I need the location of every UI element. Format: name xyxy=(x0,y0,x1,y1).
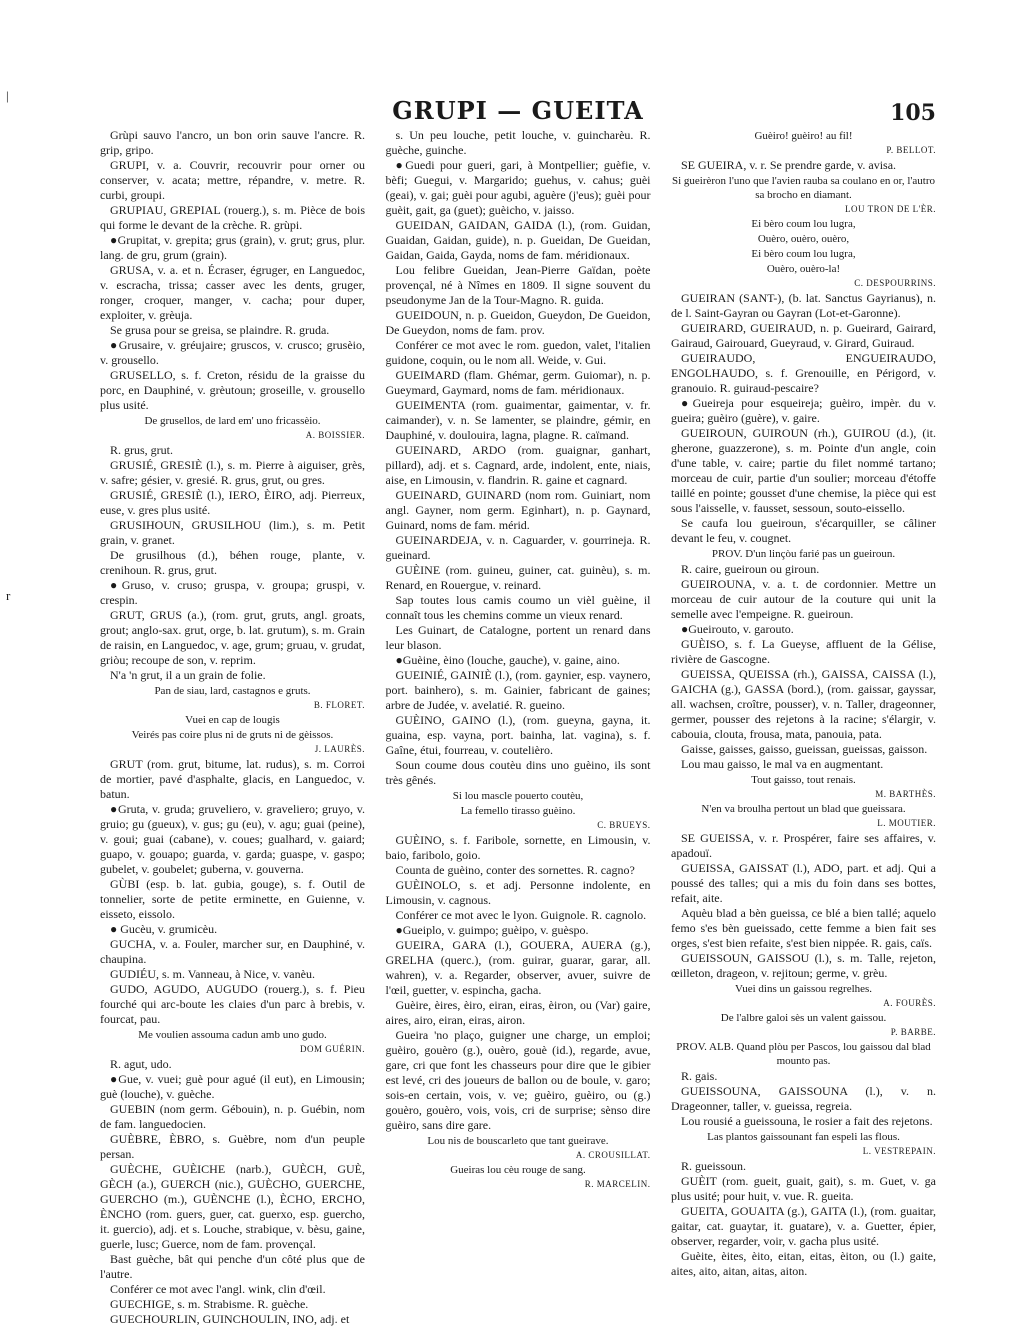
quotation-author: DOM GUÉRIN. xyxy=(300,1044,365,1054)
dictionary-entry: ●Gruta, v. gruda; gruveliero, v. graveliero; gruyo, v. gruio; gu (gueux), v. gus; gu (eu), v. agu; guai (peine), v. goui; guai (cabane), v. coues; gualhard, v. gaiard; guapo, v. gouapo; guarda, v. garda; guaspe, v. gaspo; gubelet, v. goubelet; guberna, v. gouverna. xyxy=(100,802,365,876)
dictionary-entry: R. gueissoun. xyxy=(681,1159,747,1173)
dictionary-entry: GUEIMARD (flam. Ghémar, germ. Guiomar), n. p. Gueymard, Gaymard, noms de fam. méridionaux. xyxy=(385,368,651,397)
dictionary-entry: GUEIRARD, GUEIRAUD, n. p. Gueirard, Gairard, Gairaud, Gairouard, Gueyraud, v. Girard, Guiraud. xyxy=(671,321,936,350)
quotation-line: Gueiras lou cèu rouge de sang. xyxy=(450,1164,586,1176)
dictionary-entry: GUEINARD, GUINARD (nom rom. Guiniart, nom angl. Gayner, nom germ. Eginhart), n. p. Gaynard, Guinard, noms de fam. mérid. xyxy=(385,488,651,532)
dictionary-entry: SE GUEISSA, v. r. Prospérer, faire ses affaires, v. apadouï. xyxy=(671,831,936,860)
dictionary-entry: Guèite, èites, èito, eitan, eitas, èiton, ou (l.) gaite, aites, aito, aitan, aitas, aiton. xyxy=(671,1249,936,1278)
quotation-line: Las plantos gaissounant fan espeli las flous. xyxy=(707,1131,900,1143)
dictionary-entry: GRUT, GRUS (a.), (rom. grut, gruts, angl. groats, grout; anglo-sax. grut, orge, b. lat. grutum), s. m. Grain de raisin, en Languedoc, v. age, grum; gruau, v. grudat, griòu; recoupe de son, v. reprim. xyxy=(100,608,365,667)
page-number: 105 xyxy=(890,100,936,126)
dictionary-entry: Lou mau gaisso, le mal va en augmentant. xyxy=(681,757,884,771)
quotation-line: Pan de siau, lard, castagnos e gruts. xyxy=(154,685,311,697)
margin-mark-top: | xyxy=(6,88,9,103)
dictionary-entry: GUEIMENTA (rom. guaimentar, gaimentar, v. fr. caimander), v. n. Se lamenter, se plaindre, gémir, en Dauphiné, v. doulouira, lagna, plagne. R. caïmand. xyxy=(385,398,651,442)
dictionary-entry: Counta de guèino, conter des sornettes. R. cagno? xyxy=(395,863,635,877)
quotation-author: J. LAURÈS. xyxy=(314,744,365,754)
dictionary-entry: GUEIDAN, GAIDAN, GAIDA (l.), (rom. Guidan, Guaidan, Gaidan, guide), n. p. Gueidan, De Gueidan, Gaidan, Gaida, Gayda, noms de fam. méridionaux. xyxy=(385,218,651,262)
dictionary-entry: Lou felibre Gueidan, Jean-Pierre Gaïdan, poète provençal, né à Nîmes en 1809. Il signe souvent du pseudonyme Jan de la Tour-Magno. R. guida. xyxy=(385,263,651,307)
dictionary-entry: Lou rousié a gueissouna, le rosier a fait des rejetons. xyxy=(681,1114,933,1128)
dictionary-entry: GUÈCHE, GUÈICHE (narb.), GUÈCH, GUÈ, GÈCH (a.), GUERCH (nic.), GUÈCHO, GUERCHE, GUERCHO (m.), GUÈNCHE (l.), ÈCHO, ERCHO, ÈNCHO (rom. guers, guer, cat. guerxo, esp. guercho, it. guercio), adj. et s. Louche, strabique, v. bèsu, gaine, guerle, lusc; Guerce, nom de fam. provençal. xyxy=(100,1162,365,1251)
dictionary-entry: Bast guèche, bât qui penche d'un côté plus que de l'autre. xyxy=(100,1252,365,1281)
dictionary-entry: ●Gueirouto, v. garouto. xyxy=(681,622,794,636)
quotation-line: PROV. D'un linçòu farié pas un gueiroun. xyxy=(711,548,896,560)
dictionary-entry: R. caire, gueiroun ou giroun. xyxy=(681,562,820,576)
dictionary-entry: GUÈINO, s. f. Faribole, sornette, en Limousin, v. baio, faribolo, goio. xyxy=(385,833,651,862)
quotation-author: M. BARTHÈS. xyxy=(875,789,936,799)
dictionary-entry: GUECHOURLIN, GUINCHOULIN, INO, adj. et xyxy=(110,1312,350,1326)
dictionary-entry: Conférer ce mot avec le rom. guedon, valet, l'italien guidone, coquin, ou le nom all. Weide, v. Gui. xyxy=(385,338,651,367)
dictionary-entry: ●Gueiplo, v. guimpo; guèipo, v. guèspo. xyxy=(395,923,589,937)
quotation-line: Veirés pas coire plus ni de gruts ni de gèissos. xyxy=(131,729,334,741)
dictionary-entry: GUEIRA, GARA (l.), GOUERA, AUERA (g.), GRELHA (querc.), (rom. guirar, guarar, garar, all. wahren), v. a. Regarder, observer, avuer, suivre de l'œil, guetter, v. espincha, gacha. xyxy=(385,938,651,997)
quotation-author: L. MOUTIER. xyxy=(877,818,936,828)
page-header xyxy=(100,96,936,126)
dictionary-entry: GUEIRAUDO, ENGUEIRAUDO, ENGOLHAUDO, s. f. Grenouille, en Périgord, v. granouio. R. guiraud-pescaire? xyxy=(671,351,936,395)
dictionary-entry: Gaisse, gaisses, gaisso, gueissan, gueissas, gaisson. xyxy=(681,742,928,756)
dictionary-entry: De grusilhous (d.), béhen rouge, plante, v. crenihoun. R. grus, grut. xyxy=(100,548,365,577)
dictionary-entry: GUÈINE (rom. guineu, guiner, cat. guinèu), s. m. Renard, en Rouergue, v. reinard. xyxy=(385,563,651,592)
dictionary-entry: Aquèu blad a bèn gueissa, ce blé a bien tallé; aquelo femo s'es bèn gueissado, cette femme a bien fait ses orges, s'est bien refaite, s'est bien nippée. R. gais, caïs. xyxy=(671,906,936,950)
quotation-line: La femello tirasso guèino. xyxy=(460,805,576,817)
dictionary-entry: R. gais. xyxy=(681,1069,718,1083)
column-left xyxy=(100,128,365,1326)
dictionary-entry: ●Guèine, èino (louche, gauche), v. gaine, aino. xyxy=(395,653,620,667)
dictionary-entry: ●Gruso, v. cruso; gruspa, v. groupa; gruspi, v. crespin. xyxy=(100,578,365,607)
dictionary-entry: GUEBIN (nom germ. Gébouin), n. p. Guébin, nom de fam. languedocien. xyxy=(100,1102,365,1131)
dictionary-entry: GRUSELLO, s. f. Creton, résidu de la graisse du porc, en Dauphiné, v. grèutoun; groseille, v. grousello plus usité. xyxy=(100,368,365,412)
quotation-line: De grusellos, de lard em' uno fricassèio. xyxy=(144,415,321,427)
quotation-author: LOU TRON DE L'ÈR. xyxy=(845,204,936,214)
dictionary-entry: GUÈISO, s. f. La Gueyse, affluent de la Gélise, rivière de Gascogne. xyxy=(671,637,936,666)
dictionary-entry: ●Gue, v. vuei; guè pour agué (il eut), en Limousin; guè (louche), v. guèche. xyxy=(100,1072,365,1101)
quotation-line: Vuei en cap de lougis xyxy=(185,714,280,726)
dictionary-entry: Soun coume dous coutèu dins uno guèino, ils sont très gênés. xyxy=(385,758,651,787)
dictionary-entry: R. grus, grut. xyxy=(110,443,173,457)
column-right xyxy=(671,128,936,1278)
dictionary-entry: R. agut, udo. xyxy=(110,1057,172,1071)
dictionary-entry: ●Guedi pour gueri, gari, à Montpellier; guèfie, v. bèfi; Guegui, v. Margarido; guehus, v. cahus; guèi (geai), v. gai; guèi pour agubi, aguère (j'eus); guèi pour guèit, gait, ga (guet); guèicho, v. jaisso. xyxy=(385,158,651,217)
dictionary-entry: Gueira 'no plaço, guigner une charge, un emploi; guèiro, gouèro (g.), ouèro, gouè (id.), regarde, avue, gare, cri que font les chasseurs pour dire que le gibier est levé, cri des joueurs de ballon ou de boule, v. garo; sois-en certain, vois, v. ve; guèiro, guèiro, ou (g.) gouèro, gouèro, vois, vois, cri de surprise; sènso dire guèiro, sans dire gare. xyxy=(385,1028,651,1132)
quotation-author: P. BELLOT. xyxy=(886,145,936,155)
dictionary-entry: GUEIROUNA, v. a. t. de cordonnier. Mettre un morceau de cuir autour de la couture qui unit la semelle avec l'empeigne. R. gueiroun. xyxy=(671,577,936,621)
quotation-author: C. BRUEYS. xyxy=(597,820,651,830)
dictionary-entry: GUCHA, v. a. Fouler, marcher sur, en Dauphiné, v. chaupina. xyxy=(100,937,365,966)
dictionary-entry: GUÈBRE, ÈBRO, s. Guèbre, nom d'un peuple persan. xyxy=(100,1132,365,1161)
dictionary-entry: ●Grupitat, v. grepita; grus (grain), v. grut; grus, plur. lang. de gru, grum (grain). xyxy=(100,233,365,262)
dictionary-entry: Se caufa lou gueiroun, s'écarquiller, se câliner devant le feu, v. cougnet. xyxy=(671,516,936,545)
dictionary-entry: GUEISSOUNA, GAISSOUNA (l.), v. n. Drageonner, taller, v. gueissa, regreia. xyxy=(671,1084,936,1113)
dictionary-entry: GUEISSA, QUEISSA (rh.), GAISSA, CAISSA (l.), GAICHA (g.), GASSA (bord.), (rom. gaissar, gayssar, all. wachsen, croître, pousser), v. n. Taller, drageonner, germer, pousser des rejetons à la racine; s'élargir, v. cabouia, clouta, frousa, mata, panouia, pata. xyxy=(671,667,936,741)
dictionary-entry: ●Grusaire, v. gréujaire; gruscos, v. crusco; grusèio, v. grousello. xyxy=(100,338,365,367)
dictionary-entry: N'a 'n grut, il a un grain de folie. xyxy=(110,668,266,682)
dictionary-entry: GUEIRAN (SANT-), (b. lat. Sanctus Gayrianus), n. de l. Saint-Gayran ou Gayran (Lot-et-Garonne). xyxy=(671,291,936,320)
quotation-line: N'en va broulha pertout un blad que gueissara. xyxy=(701,803,906,815)
quotation-line: Lou nis de bouscarleto que tant gueirave. xyxy=(427,1135,609,1147)
dictionary-entry: Grùpi sauvo l'ancro, un bon orin sauve l'ancre. R. grip, gripo. xyxy=(100,128,365,157)
dictionary-entry: GUEIDOUN, n. p. Gueidon, Gueydon, De Gueidon, De Gueydon, noms de fam. prov. xyxy=(385,308,651,337)
dictionary-entry: ●Gueireja pour esqueireja; guèiro, impèr. du v. gueira; guèiro (guère), v. gaire. xyxy=(671,396,936,425)
dictionary-entry: GRUSA, v. a. et n. Écraser, égruger, en Languedoc, v. escracha, trissa; casser avec les dents, gruger, ronger, croquer, manger, v. cacha; pour duper, exploiter, v. grèuja. xyxy=(100,263,365,322)
dictionary-columns xyxy=(100,128,936,1326)
dictionary-entry: GUEISSA, GAISSAT (l.), ADO, part. et adj. Qui a poussé des talles; qui a mis du foin dans ses bottes, refait, aite. xyxy=(671,861,936,905)
quotation-line: Ouèro, ouèro, ouèro, xyxy=(757,233,850,245)
quotation-line: Tout gaisso, tout renais. xyxy=(751,774,856,786)
quotation-line: Si gueirèron l'uno que l'avien rauba sa coulano en or, l'autro sa brocho en diamant. xyxy=(671,175,935,201)
dictionary-entry: GUEIROUN, GUIROUN (rh.), GUIROU (d.), (it. gherone, guazzerone), s. m. Pointe d'un angle, coin d'une table, v. caire; partie du filet nommé tartano; morceau de cuir, partie d'un soulier; morceau d'étoffe taillé en pointe; gousset d'une chemise, la pièce qui est sous l'aisselle, v. fausset, sessoun, souto-eissello. xyxy=(671,426,936,515)
quotation-line: Si lou mascle pouerto coutèu, xyxy=(452,790,584,802)
dictionary-entry: GRUSIHOUN, GRUSILHOU (lim.), s. m. Petit grain, v. granet. xyxy=(100,518,365,547)
dictionary-entry: GUEINARDEJA, v. n. Caguarder, v. gourrineja. R. gueinard. xyxy=(385,533,651,562)
quotation-author: A. CROUSILLAT. xyxy=(575,1150,651,1160)
dictionary-entry: GUEISSOUN, GAISSOU (l.), s. m. Talle, rejeton, œilleton, drageon, v. rejitoun; germe, v. grèu. xyxy=(671,951,936,980)
dictionary-entry: GRUSIÉ, GRESIÈ (l.), IERO, ÈIRO, adj. Pierreux, euse, v. gres plus usité. xyxy=(100,488,365,517)
dictionary-entry: GUÈIT (rom. gueit, guait, gait), s. m. Guet, v. ga plus usité; pour huit, v. vue. R. gueita. xyxy=(671,1174,936,1203)
dictionary-entry: GUECHIGE, s. m. Strabisme. R. guèche. xyxy=(110,1297,309,1311)
running-head: GRUPI — GUEITA xyxy=(392,96,644,125)
quotation-line: Me voulien assouma cadun amb uno gudo. xyxy=(138,1029,327,1041)
dictionary-entry: Conférer ce mot avec l'angl. wink, clin d'œil. xyxy=(110,1282,326,1296)
dictionary-entry: s. Un peu louche, petit louche, v. guincharèu. R. guèche, guinche. xyxy=(385,128,651,157)
quotation-author: P. BARBE. xyxy=(890,1027,936,1037)
dictionary-entry: Conférer ce mot avec le lyon. Guignole. R. cagnolo. xyxy=(395,908,647,922)
dictionary-entry: GUDO, AGUDO, AUGUDO (rouerg.), s. f. Pieu fourché qui arc-boute les claies d'un parc à brebis, v. fourcat, pau. xyxy=(100,982,365,1026)
quotation-line: Ouèro, ouèro-la! xyxy=(766,263,841,275)
quotation-author: A. FOURÈS. xyxy=(883,998,936,1008)
quotation-line: PROV. ALB. Quand plòu per Pascos, lou gaissou dal blad mounto pas. xyxy=(676,1041,931,1067)
quotation-line: Guèiro! guèiro! au fil! xyxy=(754,130,853,142)
dictionary-entry: Se grusa pour se greisa, se plaindre. R. gruda. xyxy=(110,323,330,337)
quotation-line: Vuei dins un gaissou regrelhes. xyxy=(734,983,873,995)
dictionary-entry: GÙBI (esp. b. lat. gubia, gouge), s. f. Outil de tonnelier, sorte de petite erminette, en Guienne, v. eisseto, eissolo. xyxy=(100,877,365,921)
quotation-author: B. FLORET. xyxy=(313,700,365,710)
quotation-author: L. VESTREPAIN. xyxy=(862,1146,936,1156)
quotation-line: Ei bèro coum lou lugra, xyxy=(751,218,856,230)
dictionary-entry: Guèire, èires, èiro, eiran, eiras, èiron, ou (Var) gaire, aires, airo, eiran, eiras, airon. xyxy=(385,998,651,1027)
dictionary-entry: Sap toutes lous camis coumo un vièl guèine, il connaît tous les chemins comme un vieux renard. xyxy=(385,593,651,622)
dictionary-entry: ● Gucèu, v. grumicèu. xyxy=(110,922,218,936)
dictionary-entry: GUÈINO, GAINO (l.), (rom. gueyna, gayna, it. guaina, esp. vayna, port. bainha, lat. vagina), s. f. Gaîne, étui, fourreau, v. coutelièro. xyxy=(385,713,651,757)
margin-mark-middle: r xyxy=(6,588,11,603)
dictionary-entry: GUÈINOLO, s. et adj. Personne indolente, en Limousin, v. cagnous. xyxy=(385,878,651,907)
dictionary-entry: GRUPIAU, GREPIAL (rouerg.), s. m. Pièce de bois qui forme le devant de la crèche. R. grùpi. xyxy=(100,203,365,232)
column-middle xyxy=(386,128,651,1238)
quotation-author: A. BOISSIER. xyxy=(305,430,365,440)
dictionary-entry: GUDIÉU, s. m. Vanneau, à Nice, v. vanèu. xyxy=(110,967,315,981)
dictionary-entry: GUEITA, GOUAITA (g.), GAITA (l.), (rom. guaitar, gaitar, cat. guaytar, it. guatare), v. a. Guetter, épier, observer, regarder, voir, v. gacha plus usité. xyxy=(671,1204,936,1248)
dictionary-entry: GRUT (rom. grut, bitume, lat. rudus), s. m. Corroi de mortier, pavé d'asphalte, glacis, en Languedoc, v. batun. xyxy=(100,757,365,801)
dictionary-entry: GUEINIÉ, GAINIÈ (l.), (rom. gaynier, esp. vaynero, port. bainhero), s. m. Gainier, fabricant de gaines; arbre de Judée, v. avelatié. R. gueino. xyxy=(385,668,651,712)
dictionary-entry: Les Guinart, de Catalogne, portent un renard dans leur blason. xyxy=(385,623,651,652)
dictionary-entry: GRUSIÉ, GRESIÈ (l.), s. m. Pierre à aiguiser, grès, v. safre; gésier, v. gresié. R. grus, grut, ou gres. xyxy=(100,458,365,487)
quotation-author: R. MARCELIN. xyxy=(584,1179,651,1189)
dictionary-entry: SE GUEIRA, v. r. Se prendre garde, v. avisa. xyxy=(681,158,897,172)
dictionary-entry: GRUPI, v. a. Couvrir, recouvrir pour orner ou conserver, v. acata; mettre, répandre, v. metre. R. curbi, groupi. xyxy=(100,158,365,202)
quotation-line: De l'albre galoi sès un valent gaissou. xyxy=(720,1012,887,1024)
quotation-author: C. DESPOURRINS. xyxy=(854,278,936,288)
quotation-line: Ei bèro coum lou lugra, xyxy=(751,248,856,260)
dictionary-entry: GUEINARD, ARDO (rom. guaignar, ganhart, pillard), adj. et s. Cagnard, arde, indolent, ente, niais, aise, en Limousin, v. flandrin. R. gaine et cagnard. xyxy=(385,443,651,487)
